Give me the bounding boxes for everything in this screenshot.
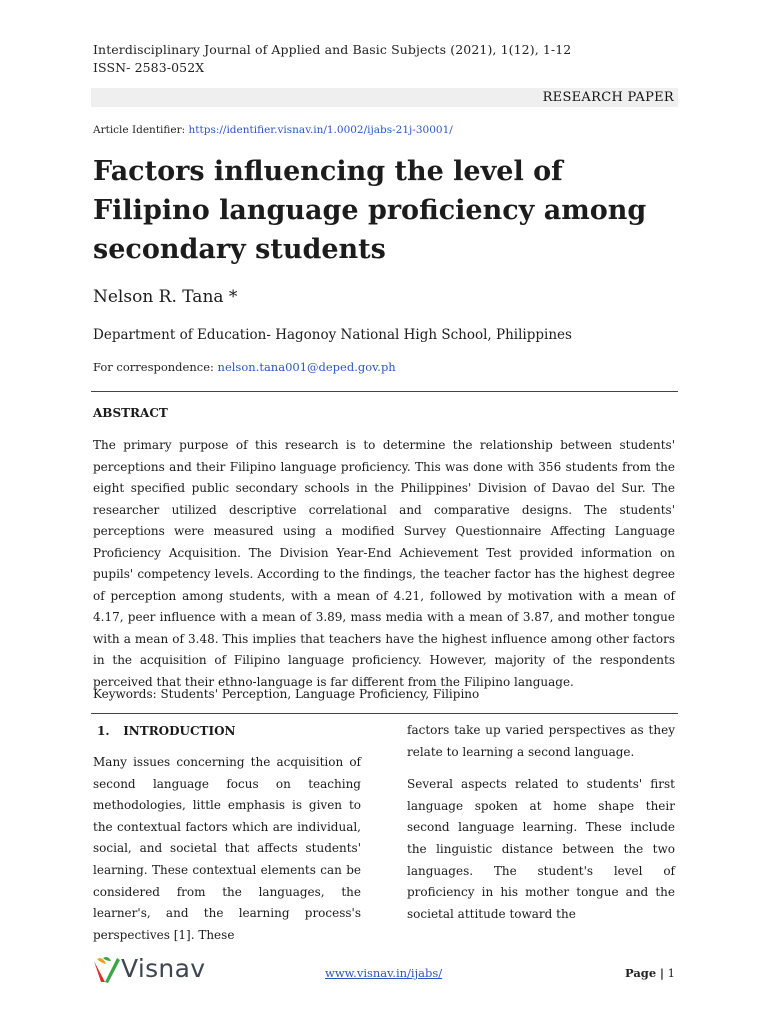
section-number: 1. [97,724,110,738]
divider [91,391,678,392]
intro-paragraph: factors take up varied perspectives as they relate to learning a second language. [407,723,675,759]
paper-title: Factors influencing the level of Filipino language proficiency among secondary students [93,156,647,265]
author-name: Nelson R. Tana * [93,287,238,307]
abstract-heading: ABSTRACT [93,406,168,420]
keywords: Keywords: Students' Perception, Language Proficiency, Filipino [93,687,480,701]
article-identifier-link[interactable]: https://identifier.visnav.in/1.0002/ijabs-21j-30001/ [188,124,453,136]
intro-paragraph: Several aspects related to students' first language spoken at home shape their second language learning. These include the linguistic distance between the two languages. The student's level of proficiency in his mother tongue and the societal attitude toward the [407,777,675,921]
divider [91,713,678,714]
page-number [625,966,675,980]
page-label: Page [625,966,657,980]
page-number-value: 1 [667,966,675,980]
section-heading-introduction [93,722,361,740]
paper-type-label: RESEARCH PAPER [542,90,674,105]
correspondence-label: For correspondence: [93,360,214,374]
correspondence [93,360,396,374]
issn: ISSN- 2583-052X [93,60,205,75]
paper-type-bar [91,88,678,107]
article-identifier [93,124,453,136]
page-separator: | [659,966,665,980]
article-identifier-label: Article Identifier: [93,124,186,136]
author-affiliation: Department of Education- Hagonoy National High School, Philippines [93,327,572,343]
abstract-text: The primary purpose of this research is to determine the relationship between students' perceptions and their Filipino language proficiency. This was done with 356 students from the eight specified public secondary schools in the Philippines' Division of Davao del Sur. The researcher utilized descriptive correlational and comparative designs. The students' perceptions were measured using a modified Survey Questionnaire Affecting Language Proficiency Acquisition. The Division Year-End Achievement Test provided information on pupils' competency levels. According to the findings, the teacher factor has the highest degree of perception among students, with a mean of 4.21, followed by motivation with a mean of 4.17, peer influence with a mean of 3.89, mass media with a mean of 3.87, and mother tongue with a mean of 3.48. This implies that teachers have the highest influence among other factors in the acquisition of Filipino language proficiency. However, majority of the respondents perceived that their ethno-language is far different from the Filipino language. [93,438,675,689]
journal-url-link[interactable]: www.visnav.in/ijabs/ [325,966,443,980]
visnav-logo-text: Visnav [121,954,206,983]
left-column [93,722,361,957]
section-title: INTRODUCTION [123,724,236,738]
correspondence-email-link[interactable]: nelson.tana001@deped.gov.ph [217,360,396,374]
intro-paragraph: Many issues concerning the acquisition of second language focus on teaching methodologies, little emphasis is given to the contextual factors which are individual, social, and societal that affects students' learning. These contextual elements can be considered from the languages, the learner's, and the learning process's perspectives [1]. These [93,755,361,942]
right-column [407,720,675,936]
journal-citation: Interdisciplinary Journal of Applied and Basic Subjects (2021), 1(12), 1-12 [93,42,572,57]
visnav-logo-icon [93,955,121,985]
